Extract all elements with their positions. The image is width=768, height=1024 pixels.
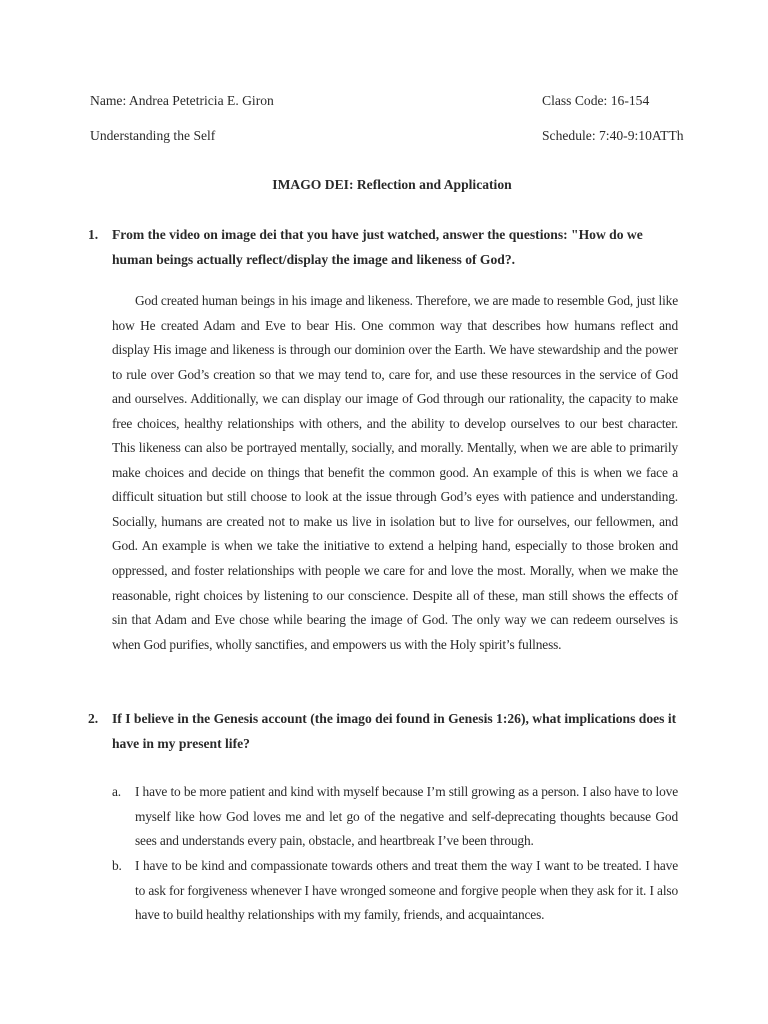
answer-2-item-a: [112, 780, 678, 854]
subject-name: Understanding the Self: [90, 128, 216, 143]
list-marker: b.: [112, 858, 122, 873]
document-title: IMAGO DEI: Reflection and Application: [272, 177, 512, 192]
list-marker: a.: [112, 784, 121, 799]
question-1: [88, 223, 682, 272]
answer-1-paragraph: God created human beings in his image and likeness. Therefore, we are made to resemble God, just like how He created Adam and Eve to bear His. One common way that describes how humans reflect and display His image and likeness is through our dominion over the Earth. We have stewardship and the power to rule over God’s creation so that we may tend to, care for, and use these resources in the service of God and ourselves. Additionally, we can display our image of God through our rationality, the capacity to make free choices, healthy relationships with others, and the ability to develop ourselves to our best character. This likeness can also be portrayed mentally, socially, and morally. Mentally, when we are able to primarily make choices and decide on things that benefit the common good. An example of this is when we face a difficult situation but still choose to look at the issue through God’s eyes with patience and understanding. Socially, humans are created not to make us live in isolation but to live for ourselves, our fellowmen, and God. An example is when we take the initiative to extend a helping hand, especially to those broken and oppressed, and foster relationships with people we care for and love the most. Morally, when we make the reasonable, right choices by listening to our conscience. Despite all of these, man still shows the effects of sin that Adam and Eve chose while bearing the image of God. The only way we can redeem ourselves is when God purifies, wholly sanctifies, and empowers us with the Holy spirit’s fullness.: [112, 293, 678, 652]
question-text: If I believe in the Genesis account (the imago dei found in Genesis 1:26), what implications does it have in my present life?: [112, 711, 677, 751]
class-code: Class Code: 16-154: [542, 93, 650, 108]
question-text: From the video on image dei that you have just watched, answer the questions: "How do we human beings actually reflect/display the image and likeness of God?.: [112, 227, 643, 267]
question-2: [88, 707, 682, 756]
list-item-text: I have to be more patient and kind with myself because I’m still growing as a person. I also have to love myself like how God loves me and let go of the negative and self-deprecating thoughts because God sees and understands every pain, obstacle, and heartbreak I’ve been through.: [135, 784, 678, 849]
header-row-1: [90, 92, 690, 110]
header-row-2: [90, 127, 690, 145]
list-item-text: I have to be kind and compassionate towards others and treat them the way I want to be treated. I have to ask for forgiveness whenever I have wronged someone and forgive people when they ask for it. I also have to build healthy relationships with my family, friends, and acquaintances.: [135, 858, 678, 923]
question-number: 2.: [88, 711, 99, 726]
class-schedule: Schedule: 7:40-9:10ATTh: [542, 128, 684, 143]
student-name: Name: Andrea Petetricia E. Giron: [90, 93, 274, 108]
question-number: 1.: [88, 227, 99, 242]
answer-2-item-b: [112, 854, 678, 928]
